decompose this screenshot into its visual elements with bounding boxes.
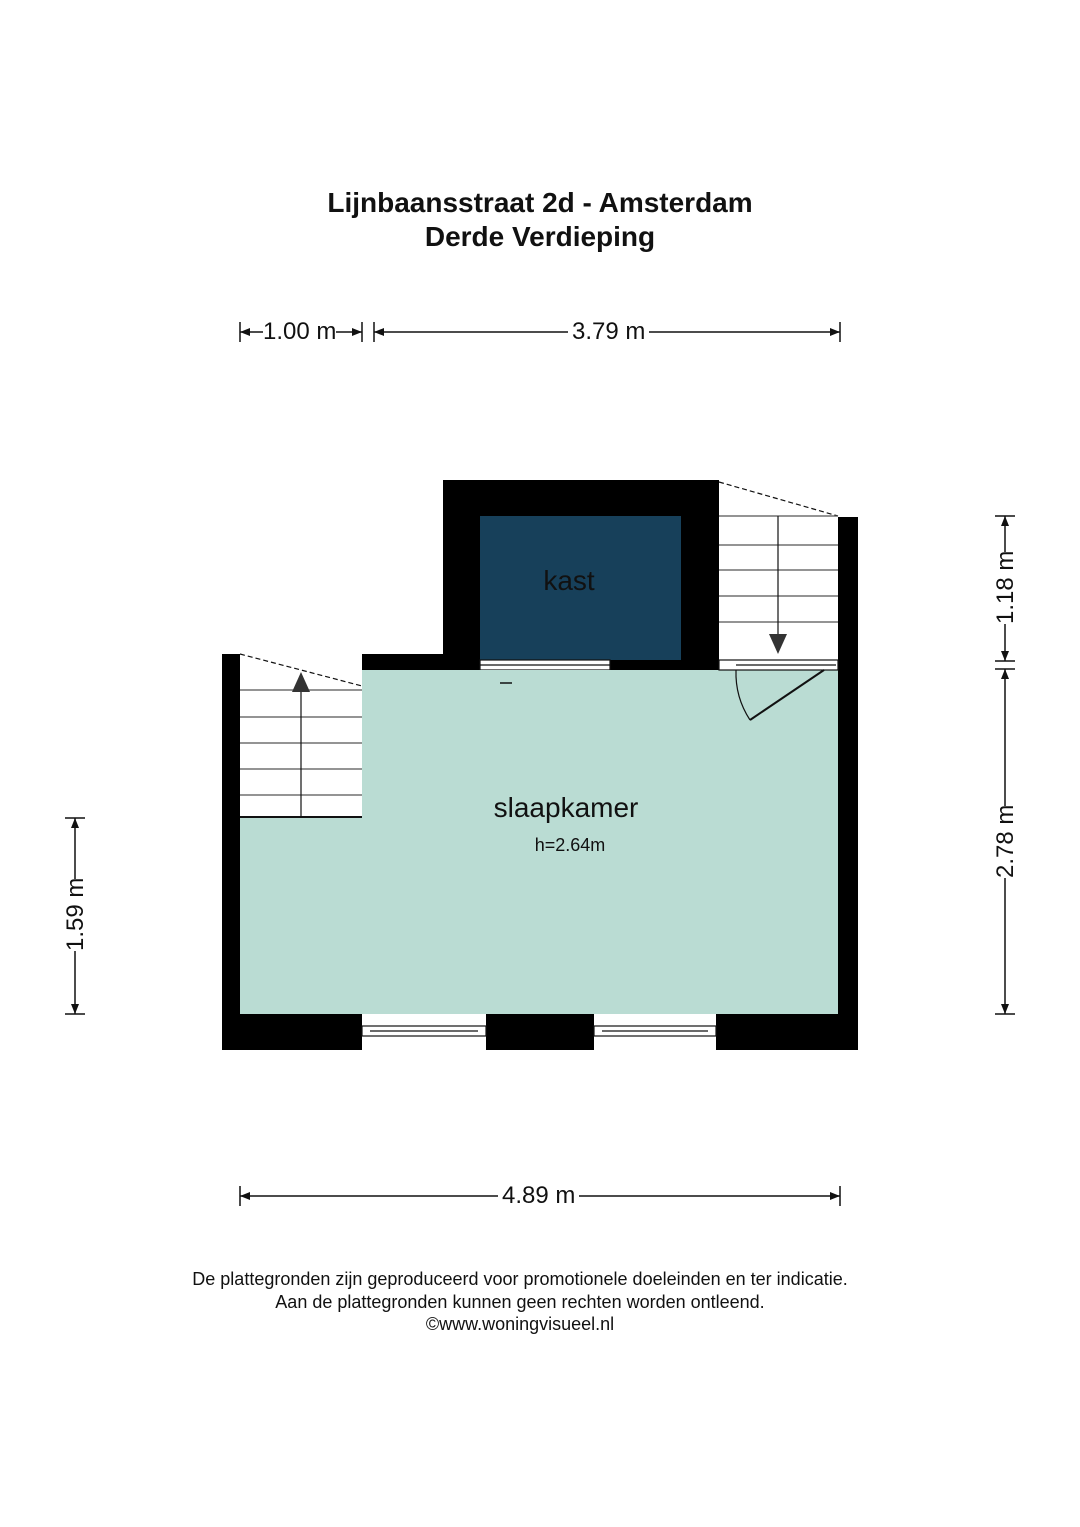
bedroom-height: h=2.64m — [534, 835, 606, 855]
dim-label-top-left: 1.00 m — [263, 318, 337, 345]
wall-left — [222, 654, 240, 1050]
wall-bottom-left — [222, 1014, 362, 1050]
copyright: ©www.woningvisueel.nl — [425, 1314, 615, 1334]
closet-label: kast — [543, 565, 595, 596]
wall-closet-top — [443, 480, 719, 516]
window-bottom-right — [594, 1026, 716, 1036]
dim-label-left: 1.59 m — [62, 877, 89, 951]
closet-sliding-door — [480, 660, 610, 670]
dim-label-right-bottom: 2.78 m — [992, 804, 1019, 878]
stair-right — [719, 482, 838, 660]
wall-right — [838, 517, 858, 1050]
stair-left — [240, 654, 362, 817]
dim-label-top-right: 3.79 m — [568, 318, 649, 346]
floor-name: Derde Verdieping — [424, 221, 656, 252]
disclaimer-line-2: Aan de plattegronden kunnen geen rechten worden ontleend. — [275, 1292, 765, 1312]
wall-bottom-middle — [486, 1014, 594, 1050]
dim-label-bottom: 4.89 m — [498, 1182, 579, 1210]
wall-closet-right — [681, 480, 719, 670]
disclaimer-line-1: De plattegronden zijn geproduceerd voor promotionele doeleinden en ter indicatie. — [192, 1269, 848, 1289]
dim-label-right-top: 1.18 m — [992, 550, 1019, 624]
wall-bottom-right — [716, 1014, 858, 1050]
floorplan-title: Lijnbaansstraat 2d - Amsterdam — [327, 187, 753, 218]
bedroom-label: slaapkamer — [493, 792, 639, 823]
window-bottom-left — [362, 1026, 486, 1036]
